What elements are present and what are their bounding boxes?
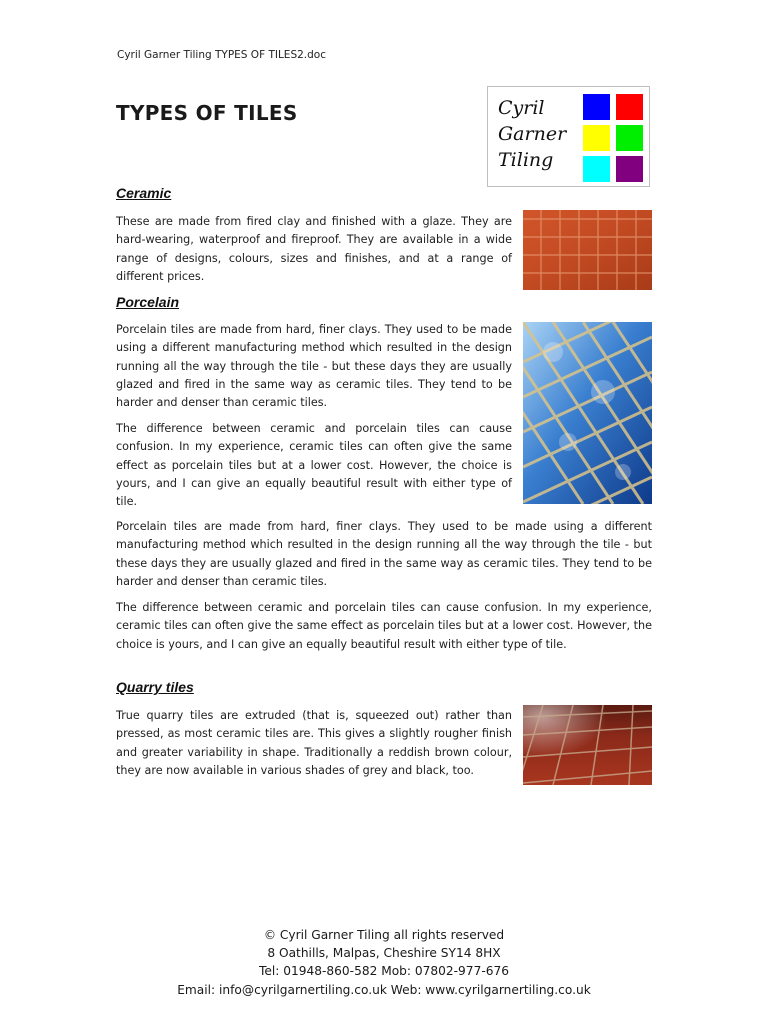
page-title: TYPES OF TILES	[116, 101, 298, 125]
blue-glass-tiles-photo	[523, 322, 652, 504]
document-filename: Cyril Garner Tiling TYPES OF TILES2.doc	[117, 49, 326, 61]
heading-quarry-tiles: Quarry tiles	[116, 679, 194, 695]
logo-line-2: Garner	[498, 123, 567, 145]
footer-address: 8 Oathills, Malpas, Cheshire SY14 8HX	[267, 946, 501, 961]
footer-copyright: © Cyril Garner Tiling all rights reserved	[263, 928, 505, 942]
logo-text	[498, 95, 566, 173]
paragraph-porcelain-1: Porcelain tiles are made from hard, finer clays. They used to be made using a different manufacturing method which resulted in the design running all the way through the tile - but these days they are usually glazed and fired in the same way as ceramic tiles. They tend to be harder and denser than ceramic tiles.	[116, 323, 512, 410]
paragraph-quarry-tiles: True quarry tiles are extruded (that is, squeezed out) rather than pressed, as most ceramic tiles are. This gives a slightly rougher finish and greater variability in shape. Traditionally a reddish brown colour, they are now available in various shades of grey and black, too.	[116, 709, 512, 777]
paragraph-ceramic: These are made from fired clay and finished with a glaze. They are hard-wearing, waterproof and fireproof. They are available in a wide range of designs, colours, sizes and finishes, and at a range of different prices.	[116, 215, 512, 283]
footer	[0, 926, 768, 999]
logo-square-purple	[616, 156, 643, 182]
footer-phone: Tel: 01948-860-582 Mob: 07802-977-676	[259, 964, 509, 979]
paragraph-porcelain-2: The difference between ceramic and porcelain tiles can cause confusion. In my experience, ceramic tiles can often give the same effect as porcelain tiles but at a lower cost. However, the choice is yours, and I can give an equally beautiful result with either type of tile.	[116, 422, 512, 509]
paragraph-porcelain-3: Porcelain tiles are made from hard, finer clays. They used to be made using a different manufacturing method which resulted in the design running all the way through the tile - but these days they are usually glazed and fired in the same way as ceramic tiles. They tend to be harder and denser than ceramic tiles.	[116, 520, 652, 588]
company-logo	[487, 86, 650, 187]
red-quarry-floor-photo	[523, 705, 652, 785]
paragraph-porcelain-4: The difference between ceramic and porcelain tiles can cause confusion. In my experience, ceramic tiles can often give the same effect as porcelain tiles but at a lower cost. However, the choice is yours, and I can give an equally beautiful result with either type of tile.	[116, 601, 652, 651]
logo-square-blue	[583, 94, 610, 120]
orange-ceramic-tiles-photo	[523, 210, 652, 290]
logo-square-yellow	[583, 125, 610, 151]
logo-line-3: Tiling	[498, 149, 554, 171]
heading-ceramic: Ceramic	[116, 185, 172, 201]
logo-square-green	[616, 125, 643, 151]
footer-contact: Email: info@cyrilgarnertiling.co.uk Web: www.cyrilgarnertiling.co.uk	[177, 982, 591, 997]
logo-square-red	[616, 94, 643, 120]
logo-line-1: Cyril	[498, 97, 545, 119]
logo-square-cyan	[583, 156, 610, 182]
heading-porcelain: Porcelain	[116, 294, 180, 310]
